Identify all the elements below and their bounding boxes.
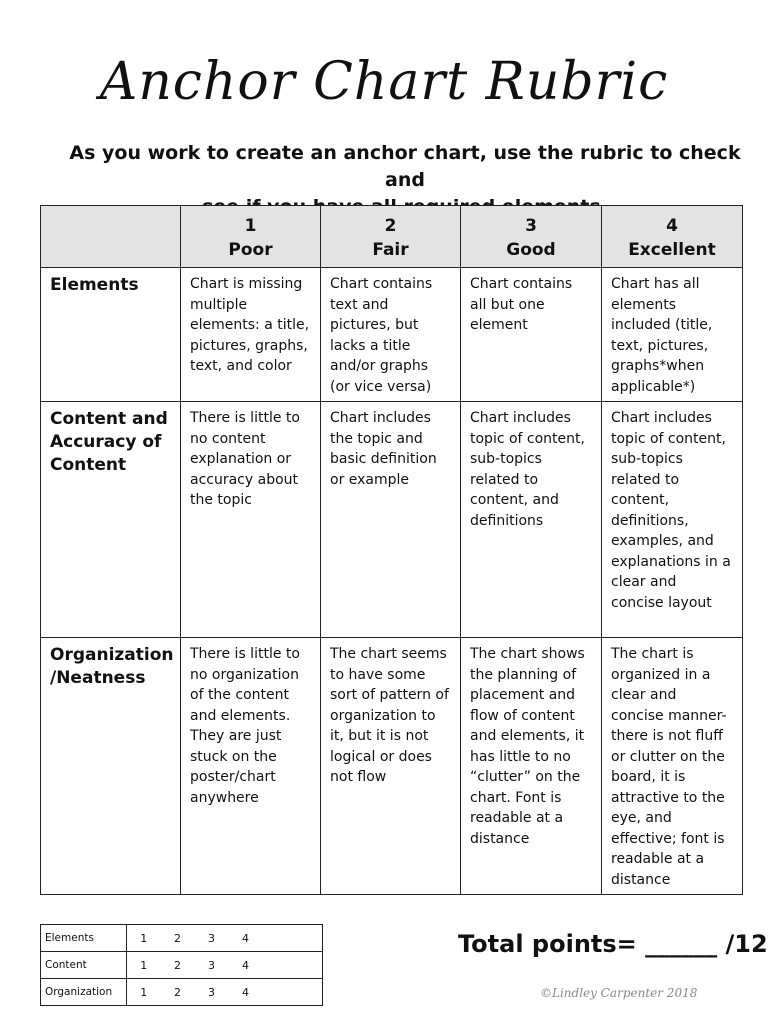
score-option: 1	[127, 925, 161, 952]
rubric-table	[40, 205, 743, 895]
score-label: Content	[41, 952, 127, 979]
header-score-2: 2 Fair	[321, 206, 461, 268]
rubric-cell: Chart includes topic of content, sub-topics related to content, and definitions	[461, 402, 602, 638]
rubric-cell: Chart has all elements included (title, text, pictures, graphs*when applicable*)	[602, 268, 743, 402]
header-empty-cell	[41, 206, 181, 268]
score-option: 4	[229, 952, 263, 979]
rubric-row-organization	[41, 638, 743, 895]
score-blank	[263, 925, 323, 952]
score-option: 3	[195, 925, 229, 952]
score-row	[41, 925, 323, 952]
rubric-row-content	[41, 402, 743, 638]
score-label: Elements	[41, 925, 127, 952]
score-row	[41, 952, 323, 979]
rubric-cell: The chart is organized in a clear and concise manner-there is not fluff or clutter on the board, it is attractive to the eye, and effective; font is readable at a distance	[602, 638, 743, 895]
rubric-cell: Chart includes topic of content, sub-topics related to content, definitions, examples, and explanations in a clear and concise layout	[602, 402, 743, 638]
header-score-3: 3 Good	[461, 206, 602, 268]
score-blank	[263, 952, 323, 979]
score-option: 2	[161, 979, 195, 1006]
score-option: 2	[161, 952, 195, 979]
rubric-cell: There is little to no organization of the content and elements. They are just stuck on the poster/chart anywhere	[181, 638, 321, 895]
score-label: Organization	[41, 979, 127, 1006]
score-table	[40, 924, 323, 1006]
score-option: 2	[161, 925, 195, 952]
total-points: Total points= ______ /12	[458, 930, 768, 958]
rubric-cell: There is little to no content explanation or accuracy about the topic	[181, 402, 321, 638]
rubric-cell: Chart includes the topic and basic definition or example	[321, 402, 461, 638]
rubric-header-row	[41, 206, 743, 268]
score-blank	[263, 979, 323, 1006]
instructions-line-1: As you work to create an anchor chart, use the rubric to check and	[69, 142, 741, 191]
rubric-row-elements	[41, 268, 743, 402]
score-option: 4	[229, 925, 263, 952]
copyright: ©Lindley Carpenter 2018	[540, 986, 698, 1000]
row-label: Elements	[41, 268, 181, 402]
score-row	[41, 979, 323, 1006]
header-score-1: 1 Poor	[181, 206, 321, 268]
page-title: Anchor Chart Rubric	[99, 52, 669, 112]
rubric-cell: Chart is missing multiple elements: a title, pictures, graphs, text, and color	[181, 268, 321, 402]
rubric-cell: The chart shows the planning of placement and flow of content and elements, it has little to no “clutter” on the chart. Font is readable at a distance	[461, 638, 602, 895]
header-score-4: 4 Excellent	[602, 206, 743, 268]
row-label: Organization /Neatness	[41, 638, 181, 895]
rubric-cell: The chart seems to have some sort of pattern of organization to it, but it is not logical or does not flow	[321, 638, 461, 895]
rubric-cell: Chart contains all but one element	[461, 268, 602, 402]
score-option: 1	[127, 979, 161, 1006]
score-option: 1	[127, 952, 161, 979]
score-option: 3	[195, 979, 229, 1006]
score-option: 4	[229, 979, 263, 1006]
score-option: 3	[195, 952, 229, 979]
rubric-cell: Chart contains text and pictures, but lacks a title and/or graphs (or vice versa)	[321, 268, 461, 402]
row-label: Content and Accuracy of Content	[41, 402, 181, 638]
